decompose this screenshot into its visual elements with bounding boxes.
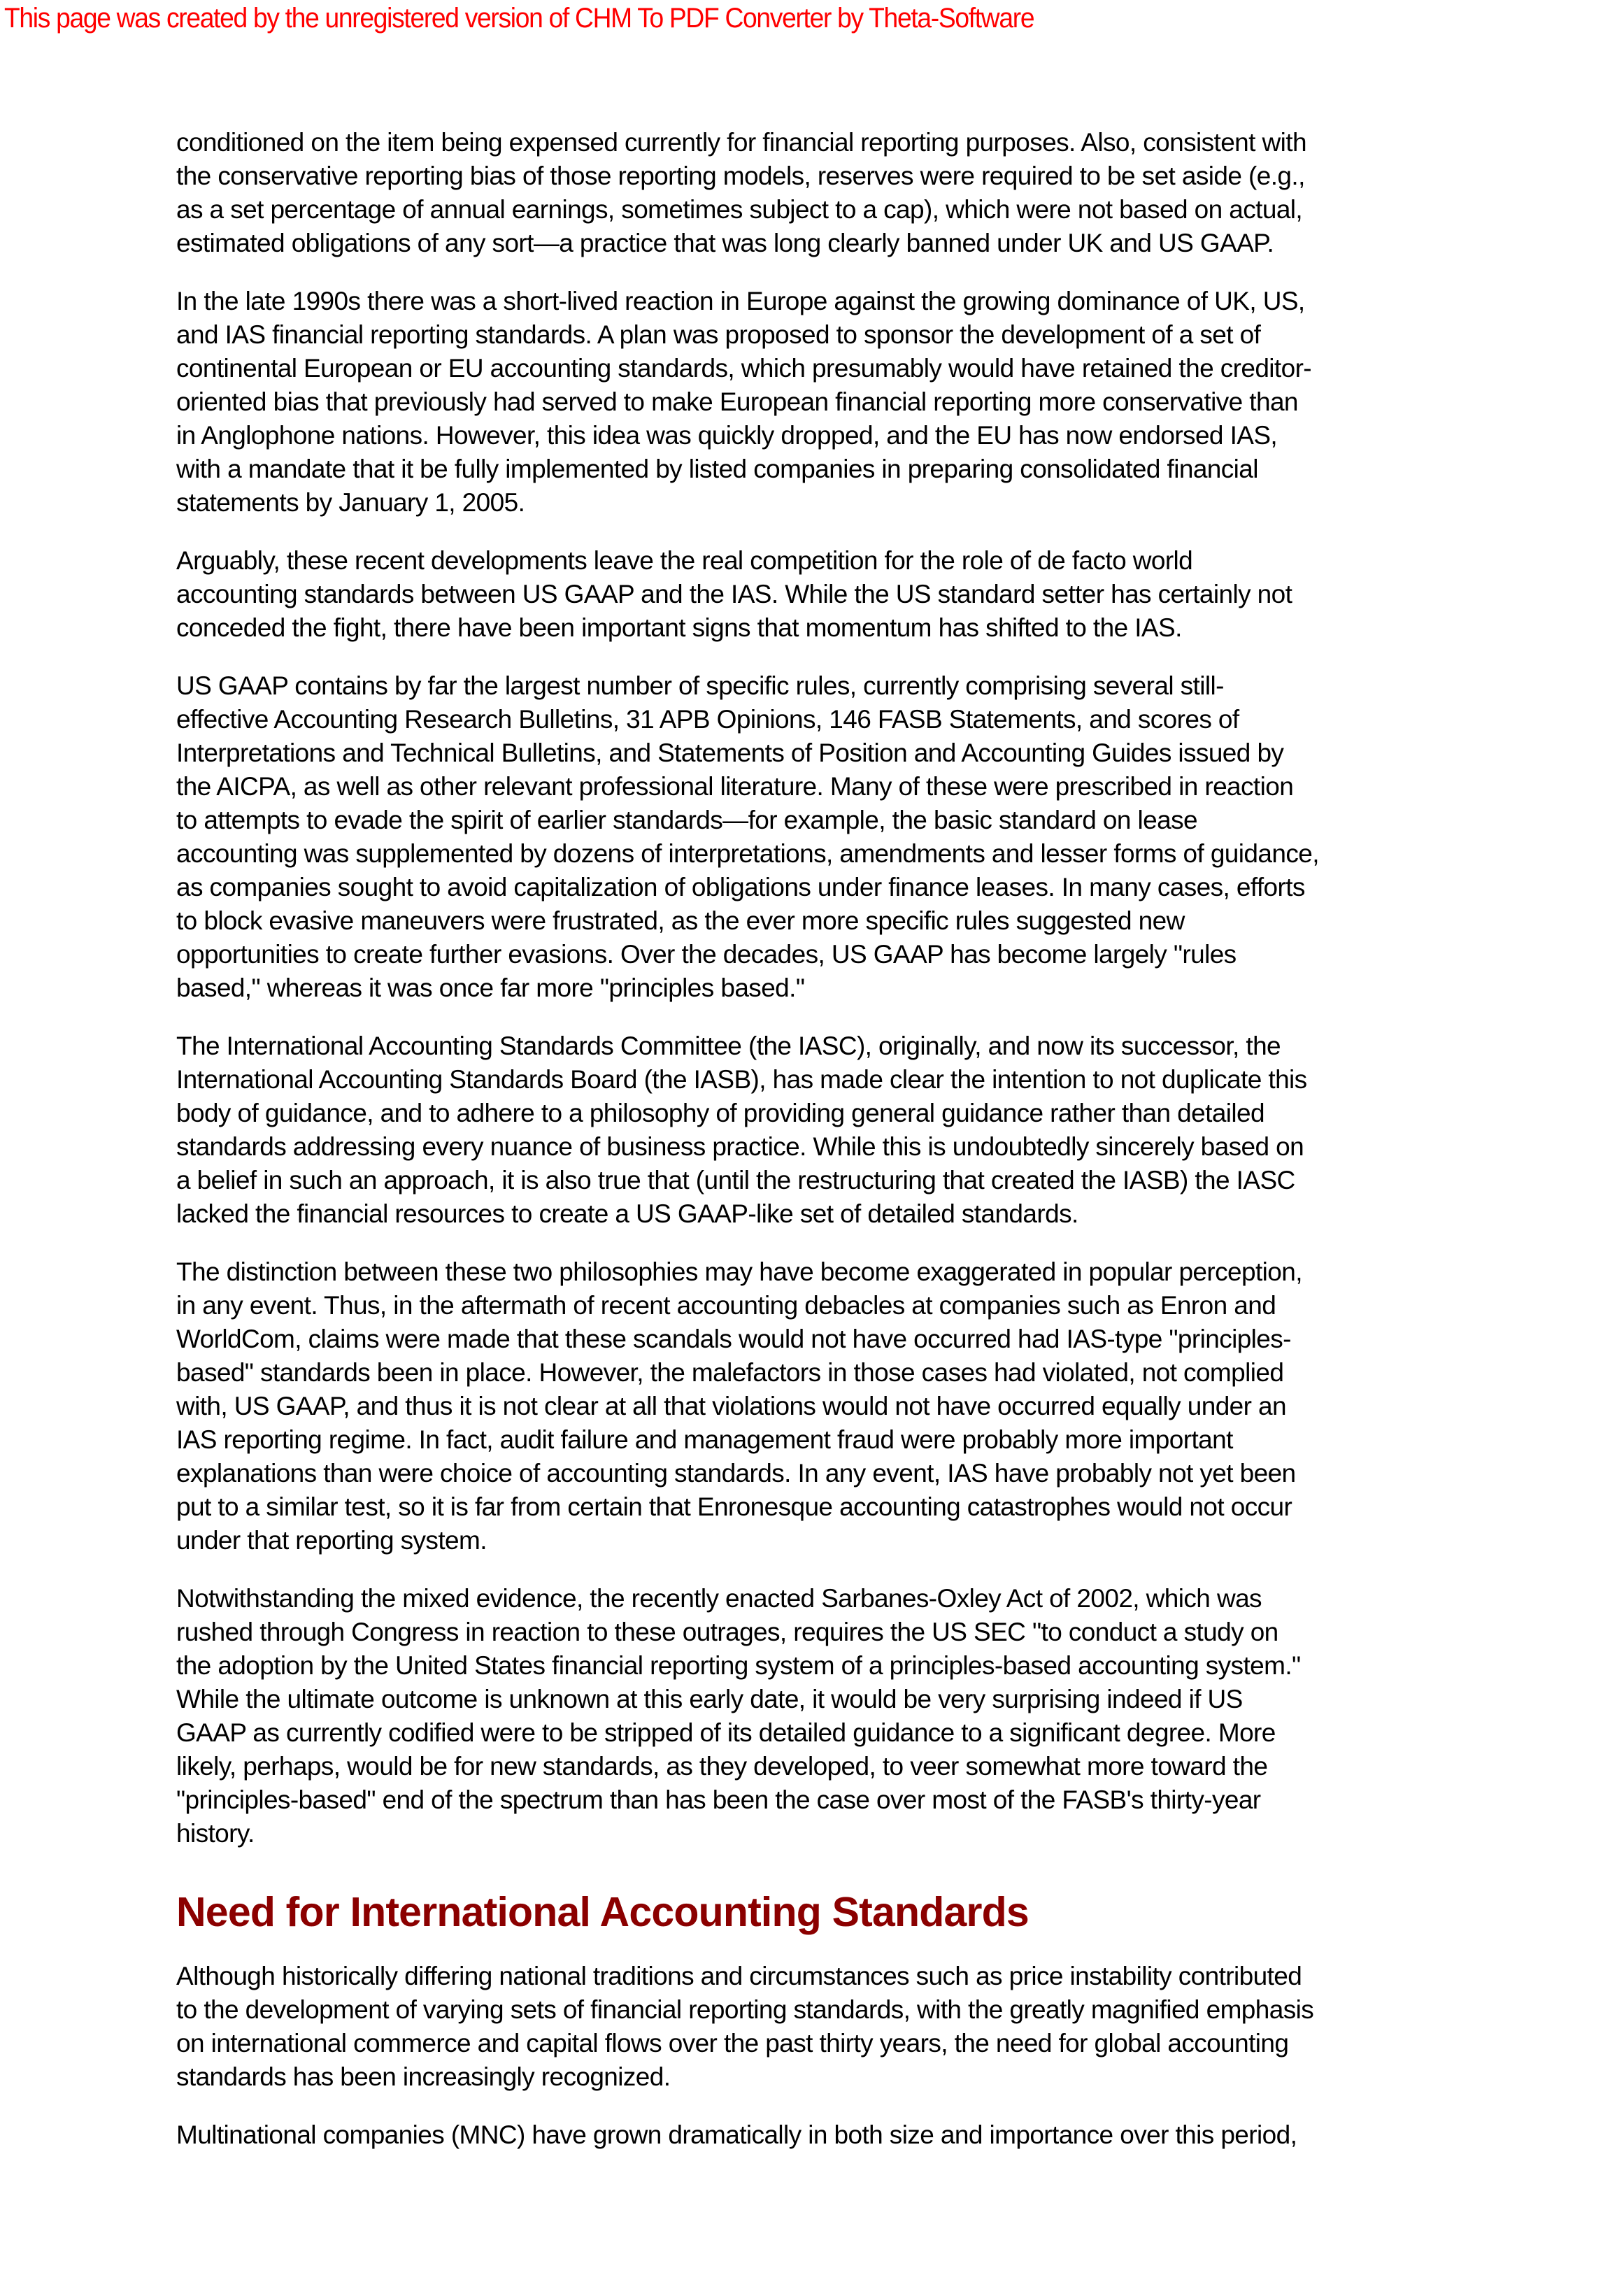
text-line: under that reporting system. [176,1526,487,1555]
paragraph [176,544,1435,645]
text-line: put to a similar test, so it is far from certain that Enronesque accounting catastrophes would not occur [176,1492,1292,1521]
text-line: WorldCom, claims were made that these scandals would not have occurred had IAS-type "principles- [176,1325,1291,1353]
text-line: US GAAP contains by far the largest number of specific rules, currently comprising several still- [176,671,1224,700]
text-line: The International Accounting Standards Committee (the IASC), originally, and now its successor, the [176,1032,1281,1060]
text-line: GAAP as currently codified were to be stripped of its detailed guidance to a significant degree. More [176,1718,1276,1747]
text-line: In the late 1990s there was a short-lived reaction in Europe against the growing dominance of UK, US, [176,287,1305,315]
text-line: on international commerce and capital flows over the past thirty years, the need for global accounting [176,2029,1289,2058]
text-line: "principles-based" end of the spectrum than has been the case over most of the FASB's thirty-year [176,1785,1261,1814]
text-line: Multinational companies (MNC) have grown dramatically in both size and importance over this period, [176,2120,1297,2149]
paragraph [176,1960,1435,2094]
text-line: based," whereas it was once far more "principles based." [176,974,805,1002]
text-line: IAS reporting regime. In fact, audit failure and management fraud were probably more important [176,1425,1233,1454]
text-line: estimated obligations of any sort—a practice that was long clearly banned under UK and US GAAP. [176,229,1274,257]
text-line: Although historically differing national traditions and circumstances such as price instability contributed [176,1962,1302,1990]
text-line: accounting standards between US GAAP and the IAS. While the US standard setter has certainly not [176,580,1292,608]
paragraph [176,285,1435,520]
text-line: conceded the fight, there have been important signs that momentum has shifted to the IAS. [176,613,1182,642]
text-line: The distinction between these two philosophies may have become exaggerated in popular perception, [176,1257,1302,1286]
paragraph [176,1029,1435,1231]
text-line: body of guidance, and to adhere to a philosophy of providing general guidance rather than detailed [176,1099,1264,1127]
text-line: conditioned on the item being expensed currently for financial reporting purposes. Also, consistent with [176,128,1306,157]
paragraph [176,126,1435,260]
text-line: explanations than were choice of accounting standards. In any event, IAS have probably not yet been [176,1459,1296,1488]
paragraph [176,1582,1435,1851]
text-line: Notwithstanding the mixed evidence, the recently enacted Sarbanes-Oxley Act of 2002, which was [176,1584,1262,1613]
text-line: International Accounting Standards Board (the IASB), has made clear the intention to not duplicate this [176,1065,1307,1094]
text-line: standards addressing every nuance of business practice. While this is undoubtedly sincerely based on [176,1132,1304,1161]
text-line: rushed through Congress in reaction to these outrages, requires the US SEC "to conduct a study on [176,1618,1278,1646]
text-line: to attempts to evade the spirit of earlier standards—for example, the basic standard on lease [176,806,1197,834]
text-line: lacked the financial resources to create a US GAAP-like set of detailed standards. [176,1199,1078,1228]
text-line: statements by January 1, 2005. [176,488,525,517]
text-line: as companies sought to avoid capitalization of obligations under finance leases. In many cases, efforts [176,873,1305,901]
text-line: with, US GAAP, and thus it is not clear at all that violations would not have occurred equally under an [176,1392,1287,1420]
text-line: to block evasive maneuvers were frustrated, as the ever more specific rules suggested new [176,906,1185,935]
text-line: as a set percentage of annual earnings, sometimes subject to a cap), which were not based on actual, [176,195,1303,224]
text-line: based" standards been in place. However, the malefactors in those cases had violated, not complied [176,1358,1284,1387]
paragraphs-before-heading [176,126,1435,1851]
paragraph [176,2118,1435,2152]
text-line: Interpretations and Technical Bulletins, and Statements of Position and Accounting Guides issued by [176,739,1284,767]
text-line: in any event. Thus, in the aftermath of recent accounting debacles at companies such as Enron and [176,1291,1276,1320]
text-line: opportunities to create further evasions. Over the decades, US GAAP has become largely "rules [176,940,1237,969]
paragraph [176,1255,1435,1557]
text-line: the adoption by the United States financial reporting system of a principles-based accounting system." [176,1651,1301,1680]
text-line: and IAS financial reporting standards. A plan was proposed to sponsor the development of a set of [176,320,1261,349]
text-line: history. [176,1819,255,1848]
text-line: in Anglophone nations. However, this idea was quickly dropped, and the EU has now endorsed IAS, [176,421,1278,450]
text-line: with a mandate that it be fully implemented by listed companies in preparing consolidated financial [176,455,1258,483]
text-line: accounting was supplemented by dozens of interpretations, amendments and lesser forms of guidance, [176,839,1319,868]
paragraphs-after-heading [176,1960,1435,2152]
text-line: effective Accounting Research Bulletins, 31 APB Opinions, 146 FASB Statements, and scores of [176,705,1239,734]
text-line: oriented bias that previously had served to make European financial reporting more conservative than [176,387,1298,416]
text-line: a belief in such an approach, it is also true that (until the restructuring that created the IASB) the IASC [176,1166,1295,1195]
paragraph [176,669,1435,1005]
text-line: Arguably, these recent developments leave the real competition for the role of de facto world [176,546,1193,575]
converter-watermark: This page was created by the unregistered version of CHM To PDF Converter by Theta-Software [4,3,1034,34]
text-line: likely, perhaps, would be for new standards, as they developed, to veer somewhat more toward the [176,1752,1268,1781]
text-line: the AICPA, as well as other relevant professional literature. Many of these were prescribed in reaction [176,772,1294,801]
text-line: While the ultimate outcome is unknown at this early date, it would be very surprising indeed if US [176,1685,1243,1713]
text-line: standards has been increasingly recognized. [176,2062,671,2091]
text-line: to the development of varying sets of financial reporting standards, with the greatly magnified emphasis [176,1995,1314,2024]
text-line: continental European or EU accounting standards, which presumably would have retained the creditor- [176,354,1312,383]
document-body [176,126,1435,2176]
text-line: the conservative reporting bias of those reporting models, reserves were required to be set aside (e.g., [176,162,1305,190]
section-heading: Need for International Accounting Standards [176,1889,1029,1935]
